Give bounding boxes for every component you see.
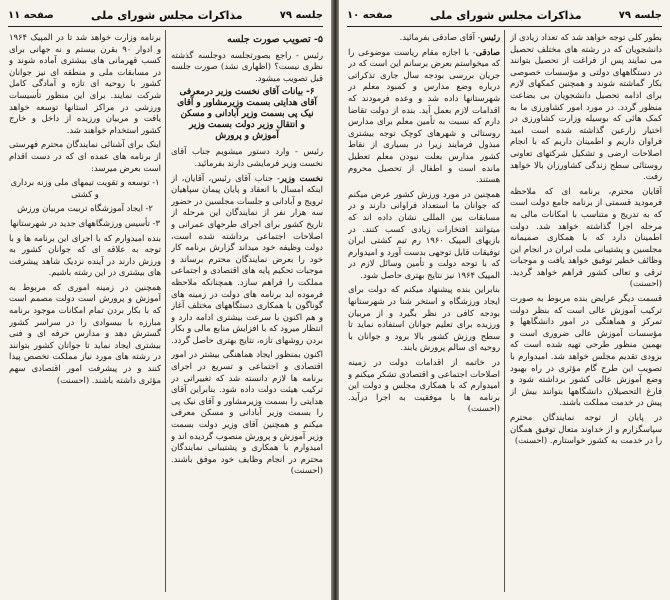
book-gutter [331, 0, 339, 600]
text-column-right [510, 32, 662, 594]
paragraph: رئیس - راجع بصورتجلسه دوجلسه گذشته نظری نیست؟ (اظهاری نشد) صورت جلسه قبل تصویب میشود. [171, 49, 323, 83]
column-divider [165, 30, 166, 592]
paragraph: قسمت دیگر عرایض بنده مربوط به صورت ترکیب آموزش عالی است که بنظر دولت تمرکز و هماهنگی در امور دانشگاهها و مؤسسات آموزش عالی ضروری است و بهمین منظور طرحی تهیه شده است که بزودی تقدیم مجلس خواهد شد. امیدوارم با تصویب این طرح گام مؤثری در راه بهبود وضع آموزش عالی کشور برداشته شود و فارغ التحصیلان دانشگاهها بتوانند بیش از پیش در خدمت مملکت باشند. [510, 293, 662, 408]
text-column-left [348, 32, 500, 594]
text-column-right [171, 32, 323, 594]
page-header [8, 4, 323, 27]
speaker-name: رئیس [480, 32, 500, 42]
paragraph: بطور کلی توجه خواهد شد که تعداد زیادی از دانشجویان که در رشته های مختلف تحصیل می نمایند پس از فراغت از تحصیل بتوانند در دستگاههای دولتی و مؤسسات خصوصی بکار گماشته شوند و همچنین کمکهای لازم برای ادامه تحصیل دانشجویان بی بضاعت منظور گردد. در مورد امور کشاورزی ما به کمک هائی که بوسیله وزارت کشاورزی در اختیار زارعین گذاشته شده است امید فراوان داریم و اطمینان داریم که با انجام اصلاحات ارضی و تشکیل شرکتهای تعاونی روستائی سطح زندگی کشاورزان بالا خواهد رفت. [510, 32, 662, 182]
speech-text: - با اجازه مقام ریاست موضوعی را که میخواستم بعرض برسانم این است که در جریان بررسی بودجه سال جاری تذکراتی درباره وضع مدارس و کمبود معلم در شهرستانها داده شد و وعده فرمودند که اقدامات لازم بعمل آید. بنده از دولت تقاضا دارم که نسبت به تأمین معلم برای مدارس روستائی و شهرهای کوچک توجه بیشتری مبذول فرمایند زیرا در بسیاری از نقاط کشور مدارس بعلت نبودن معلم تعطیل مانده است و اطفال از تحصیل محروم هستند. [348, 46, 500, 185]
speech-text: - آقای صادقی بفرمائید. [399, 32, 481, 42]
paragraph: همچنین در زمینه اموری که مربوط به آموزش و پرورش است دولت مصمم است که با بکار بردن تمام امکانات موجود برنامه مبارزه با بیسوادی را در سراسر کشور گسترش دهد و مدارس حرفه ای و فنی بیشتری ایجاد نماید تا جوانان کشور بتوانند در رشته های مورد نیاز مملکت تخصص پیدا کنند و در پیشرفت امور اقتصادی سهم مؤثری داشته باشند. (احسنت) [9, 281, 161, 385]
section-heading: ۵- تصویب صورت جلسه [227, 34, 323, 45]
session-label: جلسه ۷۹ [279, 9, 323, 21]
paragraph: رئیس - وارد دستور میشویم جناب آقای نخست وزیر فرمایشی دارند بفرمائید. [171, 146, 323, 168]
speaker-name: نخست وزیر [280, 172, 323, 183]
paragraph: همچنین در مورد ورزش کشور عرض میکنم که جوانان ما استعداد فراوانی دارند و در مسابقات بین المللی نشان داده اند که میتوانند افتخارات زیادی کسب کنند. در بازیهای المپیک ۱۹۶۰ رم تیم کشتی ایران توفیقات قابل توجهی بدست آورد و امیدوارم که با توجه دولت و تأمین وسائل لازم در المپیک ۱۹۶۴ نیز نتایج بهتری حاصل شود. [348, 188, 500, 280]
list-item: ۲- ایجاد آموزشگاه تربیت مربیان ورزش [17, 203, 153, 214]
page-number: صفحه ۱۱ [8, 9, 54, 21]
paragraph: اکنون بمنظور ایجاد هماهنگی بیشتر در امور اقتصادی و اجتماعی و تسریع در اجرای برنامه ها لازم دانسته شد که تغییراتی در ترکیب هیئت دولت داده شود. بنابراین آقای هدایتی را بسمت وزیرمشاور و آقای نیک پی را بسمت وزیر آبادانی و مسکن معرفی میکنم و همچنین آقای وزیر دولت بسمت وزیر آموزش و پرورش منصوب گردیده اند و امیدوارم با همکاری و پشتیبانی نمایندگان محترم در انجام وظایف خود موفق باشند. (احسنت) [171, 349, 323, 476]
page-right [339, 0, 670, 600]
paragraph: اینک برای آشنائی نمایندگان محترم فهرستی از برنامه های عمده ای که در دست اقدام است بعرض میرسد: [9, 139, 161, 173]
speech-paragraph [348, 47, 500, 186]
journal-title: مذاکرات مجلس شورای ملی [91, 8, 243, 22]
agenda-item-heading: ۶- بیانات آقای نخست وزیر درمعرفی آقای هدایتی بسمت وزیرمشاور و آقای نیک پی بسمت وزیر آبادانی و مسکن و انتقال وزیر دولت بسمت وزیر آموزش و پرورش [177, 87, 317, 142]
speech-text: - جناب آقای رئیس، آقایان، از اینکه امسال با انعقاد و پایان پیمان سپاهیان ترویج و آبادانی و جلسات مجلسین در حضور سه هزار نفر از نمایندگان این مرحله از تاریخ کشور برای اجرای طرحهای عمرانی و اصلاحات اجتماعی برداشته شده است، دولت وظیفه خود میداند گزارش برنامه کار خود را بعرض نمایندگان محترم برساند و موجبات تحکیم پایه های اقتصادی و اجتماعی مملکت را فراهم سازد. همچنانکه ملاحظه فرموده اید برنامه های دولت در زمینه های گوناگون با همکاری دستگاههای مختلف آغاز و هم اکنون با سرعت بیشتری ادامه دارد و انتظار میرود که با افزایش منابع مالی و بکار بردن روشهای تازه، نتایج بهتری حاصل گردد. [171, 172, 323, 345]
journal-title: مذاکرات مجلس شورای ملی [430, 8, 582, 22]
column-divider [504, 30, 505, 592]
text-column-left [9, 32, 161, 594]
list-item: ۱- توسعه و تقویت تیمهای ملی وزنه برداری و کشتی [10, 177, 160, 199]
paragraph: آقایان محترم، برنامه ای که ملاحظه فرمودید قسمتی از برنامه جامع دولت است که به تدریج و متناسب با امکانات مالی به مرحله اجرا گذاشته خواهد شد. دولت اطمینان دارد که با همکاری صمیمانه مجلسین و پشتیبانی ملت ایران در انجام این وظائف خطیر توفیق خواهد یافت و موجبات ترقی و تعالی کشور فراهم خواهد گردید. (احسنت) [510, 185, 662, 289]
paragraph: برنامه وزارت خواهد شد تا در المپیک ۱۹۶۴ و ادوار ۹۰ بقرن بیستم و نه جهانی برای کسب قهرمانی های بیشتری آماده شوند و در مسابقات ملی و منطقه ای نیز جوانان کشور با روحیه ای تازه و آمادگی کامل شرکت نمایند. برای این منظور تأسیسات ورزشی در مراکز استانها توسعه خواهد یافت و مربیان ورزیده از داخل و خارج کشور استخدام خواهند شد. [9, 32, 161, 135]
session-label: جلسه ۷۹ [618, 9, 662, 21]
speaker-name: صادقی [475, 46, 500, 57]
page-left [0, 0, 331, 600]
list-item: ۳- تأسیس ورزشگاههای جدید در شهرستانها [10, 217, 160, 228]
speech-paragraph [171, 173, 323, 347]
paragraph: در پایان از توجه نمایندگان محترم سپاسگزارم و از خداوند متعال توفیق همگان را در خدمت به کشور خواستارم. (احسنت) [510, 412, 662, 446]
paragraph: بنده امیدوارم که با اجرای این برنامه ها و با توجه به علاقه ای که جوانان کشور به ورزش دارند در آینده نزدیک شاهد پیشرفت های بیشتری در این رشته باشیم. [9, 232, 161, 278]
speech-paragraph [348, 32, 500, 44]
page-number: صفحه ۱۰ [347, 9, 393, 21]
paragraph: بنابراین بنده پیشنهاد میکنم که دولت برای ایجاد ورزشگاه و استخر شنا در شهرستانها بودجه کافی در نظر بگیرد و از مربیان ورزیده برای تعلیم جوانان استفاده نماید تا سطح ورزش کشور بالا برود و جوانان با روحیه ای سالم پرورش یابند. [348, 284, 500, 353]
page-header [347, 4, 662, 27]
paragraph: در خاتمه از اقدامات دولت در زمینه اصلاحات اجتماعی و اقتصادی تشکر میکنم و امیدوارم که با همکاری مجلس و دولت این برنامه ها با موفقیت به اجرا درآید. (احسنت) [348, 357, 500, 414]
